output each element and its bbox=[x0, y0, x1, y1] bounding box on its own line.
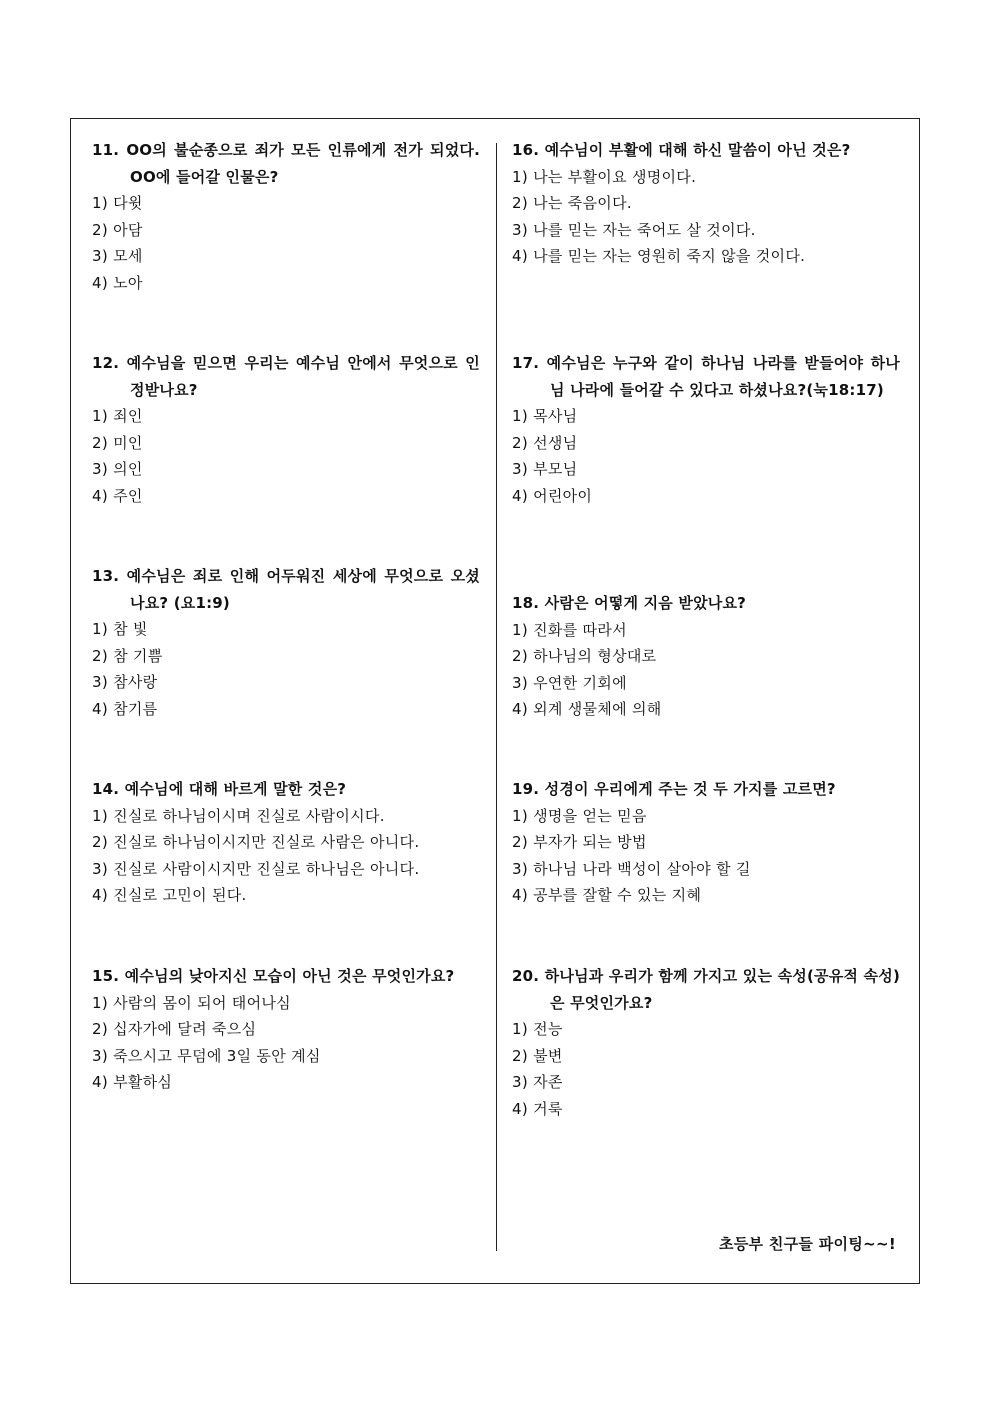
option: 2) 나는 죽음이다. bbox=[512, 194, 632, 213]
question-text: 예수님은 누구와 같이 하나님 나라를 받들어야 하나님 나라에 들어갈 수 있다고 하셨나요?(눅18:17) bbox=[546, 354, 900, 399]
option: 4) 거룩 bbox=[512, 1099, 563, 1118]
question-number: 15. bbox=[92, 967, 120, 985]
option: 1) 목사님 bbox=[512, 407, 578, 426]
option: 4) 참기름 bbox=[92, 699, 158, 718]
option: 3) 하나님 나라 백성이 살아야 할 길 bbox=[512, 859, 751, 878]
option: 2) 불변 bbox=[512, 1046, 563, 1065]
question-14 bbox=[92, 776, 480, 909]
question-number: 20. bbox=[512, 967, 540, 985]
question-19 bbox=[512, 776, 900, 909]
question-text: 예수님이 부활에 대해 하신 말씀이 아닌 것은? bbox=[544, 141, 851, 159]
option: 1) 다윗 bbox=[92, 194, 143, 213]
option: 2) 아담 bbox=[92, 220, 143, 239]
option: 2) 선생님 bbox=[512, 433, 578, 452]
question-text: 성경이 우리에게 주는 것 두 가지를 고르면? bbox=[544, 780, 836, 798]
option: 1) 죄인 bbox=[92, 407, 143, 426]
footer-cheer: 초등부 친구들 파이팅~~! bbox=[718, 1235, 896, 1253]
question-text: 하나님과 우리가 함께 가지고 있는 속성(공유적 속성)은 무엇인가요? bbox=[544, 967, 900, 1012]
option: 1) 사람의 몸이 되어 태어나심 bbox=[92, 993, 291, 1012]
option: 3) 나를 믿는 자는 죽어도 살 것이다. bbox=[512, 220, 756, 239]
question-number: 16. bbox=[512, 141, 540, 159]
option: 4) 노아 bbox=[92, 273, 143, 292]
question-number: 19. bbox=[512, 780, 540, 798]
option: 2) 진실로 하나님이시지만 진실로 사람은 아니다. bbox=[92, 833, 420, 852]
option: 4) 주인 bbox=[92, 486, 143, 505]
question-text: 예수님을 믿으면 우리는 예수님 안에서 무엇으로 인정받나요? bbox=[126, 354, 480, 399]
option: 3) 우연한 기회에 bbox=[512, 673, 627, 692]
question-text: 예수님은 죄로 인해 어두워진 세상에 무엇으로 오셨나요? (요1:9) bbox=[126, 567, 480, 612]
question-12 bbox=[92, 350, 480, 510]
option: 2) 십자가에 달려 죽으심 bbox=[92, 1020, 257, 1039]
option: 3) 의인 bbox=[92, 460, 143, 479]
question-text: OO의 불순종으로 죄가 모든 인류에게 전가 되었다. OO에 들어갈 인물은? bbox=[126, 141, 480, 186]
option: 1) 생명을 얻는 믿음 bbox=[512, 806, 647, 825]
question-number: 13. bbox=[92, 567, 120, 585]
option: 1) 참 빛 bbox=[92, 620, 148, 639]
question-text: 예수님에 대해 바르게 말한 것은? bbox=[124, 780, 347, 798]
option: 4) 외계 생물체에 의해 bbox=[512, 700, 662, 719]
question-16 bbox=[512, 137, 900, 270]
option: 1) 나는 부활이요 생명이다. bbox=[512, 167, 697, 186]
question-15 bbox=[92, 963, 480, 1096]
option: 2) 미인 bbox=[92, 433, 143, 452]
option: 2) 참 기쁨 bbox=[92, 646, 163, 665]
option: 3) 죽으시고 무덤에 3일 동안 계심 bbox=[92, 1046, 321, 1065]
option: 4) 나를 믿는 자는 영원히 죽지 않을 것이다. bbox=[512, 247, 806, 266]
option: 4) 부활하심 bbox=[92, 1073, 173, 1092]
option: 3) 진실로 사람이시지만 진실로 하나님은 아니다. bbox=[92, 859, 420, 878]
column-divider bbox=[496, 143, 497, 1251]
option: 3) 자존 bbox=[512, 1073, 563, 1092]
option: 3) 부모님 bbox=[512, 460, 578, 479]
question-20 bbox=[512, 963, 900, 1123]
question-text: 사람은 어떻게 지음 받았나요? bbox=[544, 594, 747, 612]
option: 4) 공부를 잘할 수 있는 지혜 bbox=[512, 886, 702, 905]
question-18 bbox=[512, 590, 900, 723]
question-17 bbox=[512, 350, 900, 510]
option: 1) 전능 bbox=[512, 1020, 563, 1039]
option: 2) 부자가 되는 방법 bbox=[512, 833, 647, 852]
question-number: 12. bbox=[92, 354, 120, 372]
question-text: 예수님의 낮아지신 모습이 아닌 것은 무엇인가요? bbox=[124, 967, 455, 985]
question-number: 14. bbox=[92, 780, 120, 798]
option: 3) 참사랑 bbox=[92, 673, 158, 692]
question-number: 11. bbox=[92, 141, 120, 159]
option: 4) 진실로 고민이 된다. bbox=[92, 886, 247, 905]
option: 4) 어린아이 bbox=[512, 486, 593, 505]
question-11 bbox=[92, 137, 480, 297]
question-13 bbox=[92, 563, 480, 723]
option: 2) 하나님의 형상대로 bbox=[512, 647, 657, 666]
option: 3) 모세 bbox=[92, 247, 143, 266]
option: 1) 진화를 따라서 bbox=[512, 620, 627, 639]
question-number: 18. bbox=[512, 594, 540, 612]
option: 1) 진실로 하나님이시며 진실로 사람이시다. bbox=[92, 806, 385, 825]
question-number: 17. bbox=[512, 354, 540, 372]
